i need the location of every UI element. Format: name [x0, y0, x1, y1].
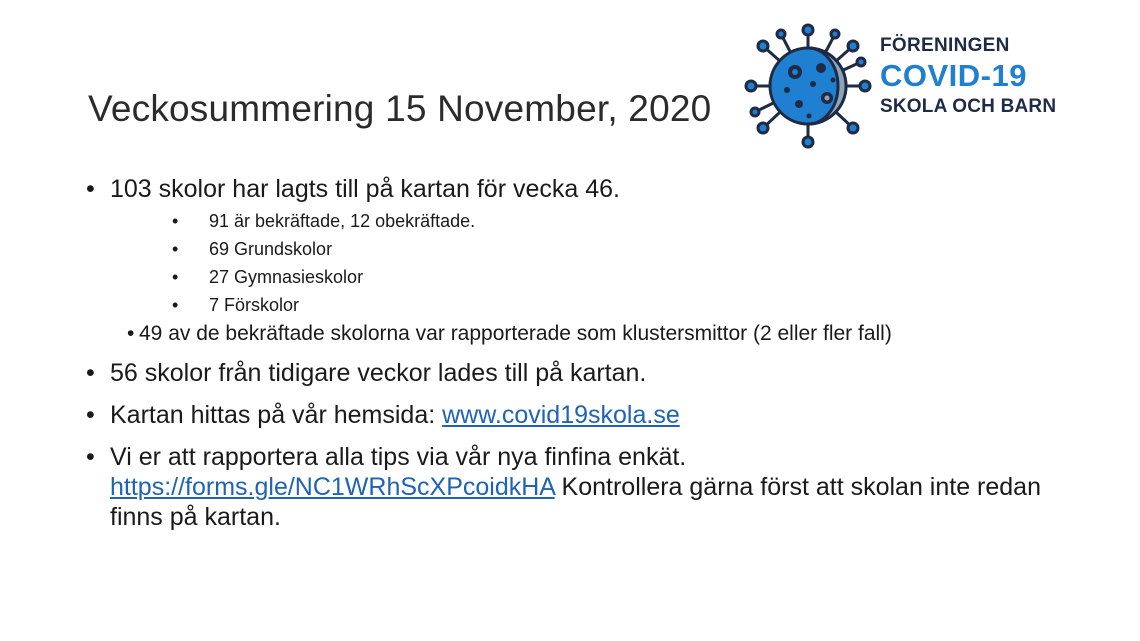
bullet-dot: •: [86, 443, 95, 471]
virus-icon: [743, 22, 873, 150]
bullet-new-schools: [85, 174, 1075, 204]
org-logo: [743, 22, 1088, 150]
bullet-text: 56 skolor från tidigare veckor lades till på kartan.: [110, 359, 647, 387]
bullet-text: 7 Förskolor: [209, 295, 300, 315]
sub-bullet-forskolor: [85, 294, 1075, 316]
bullet-dot: •: [86, 175, 95, 203]
bullet-dot: •: [172, 211, 179, 231]
bullet-dot: •: [127, 322, 135, 345]
logo-line-1: FÖRENINGEN: [880, 35, 1010, 56]
bullet-dot: •: [86, 359, 95, 387]
bullet-dot: •: [86, 401, 95, 429]
bullet-dot: •: [172, 295, 179, 315]
bullet-report-tips: [85, 442, 1075, 532]
slide-title: Veckosummering 15 November, 2020: [88, 88, 712, 129]
bullet-text: 27 Gymnasieskolor: [209, 267, 364, 287]
bullet-text: 103 skolor har lagts till på kartan för vecka 46.: [110, 175, 620, 203]
bullet-dot: •: [172, 239, 179, 259]
sub-bullet-gymnasieskolor: [85, 266, 1075, 288]
bullet-text: Vi er att rapportera alla tips via vår nya finfina enkät.: [110, 443, 687, 471]
bullet-text: 49 av de bekräftade skolorna var rapporterade som klustersmittor (2 eller fler fall): [139, 322, 892, 345]
survey-link[interactable]: https://forms.gle/NC1WRhScXPcoidkHA: [110, 473, 555, 501]
sub-bullet-cluster: [85, 322, 1075, 346]
bullet-text: Kartan hittas på vår hemsida:: [110, 401, 436, 429]
bullet-text: 69 Grundskolor: [209, 239, 333, 259]
sub-bullet-confirmed: [85, 210, 1075, 232]
logo-line-3: SKOLA OCH BARN: [880, 96, 1057, 117]
bullet-text: 91 är bekräftade, 12 obekräftade.: [209, 211, 476, 231]
logo-line-2: COVID-19: [880, 58, 1027, 93]
bullet-text-tail: Kontrollera gärna först att skolan inte redan finns på kartan.: [110, 473, 1041, 531]
sub-bullet-grundskolor: [85, 238, 1075, 260]
bullet-list: [85, 174, 1075, 544]
bullet-map-website: [85, 400, 1075, 430]
logo-text: [880, 36, 1056, 116]
bullet-dot: •: [172, 267, 179, 287]
bullet-earlier-weeks: [85, 358, 1075, 388]
website-link[interactable]: www.covid19skola.se: [442, 401, 680, 429]
